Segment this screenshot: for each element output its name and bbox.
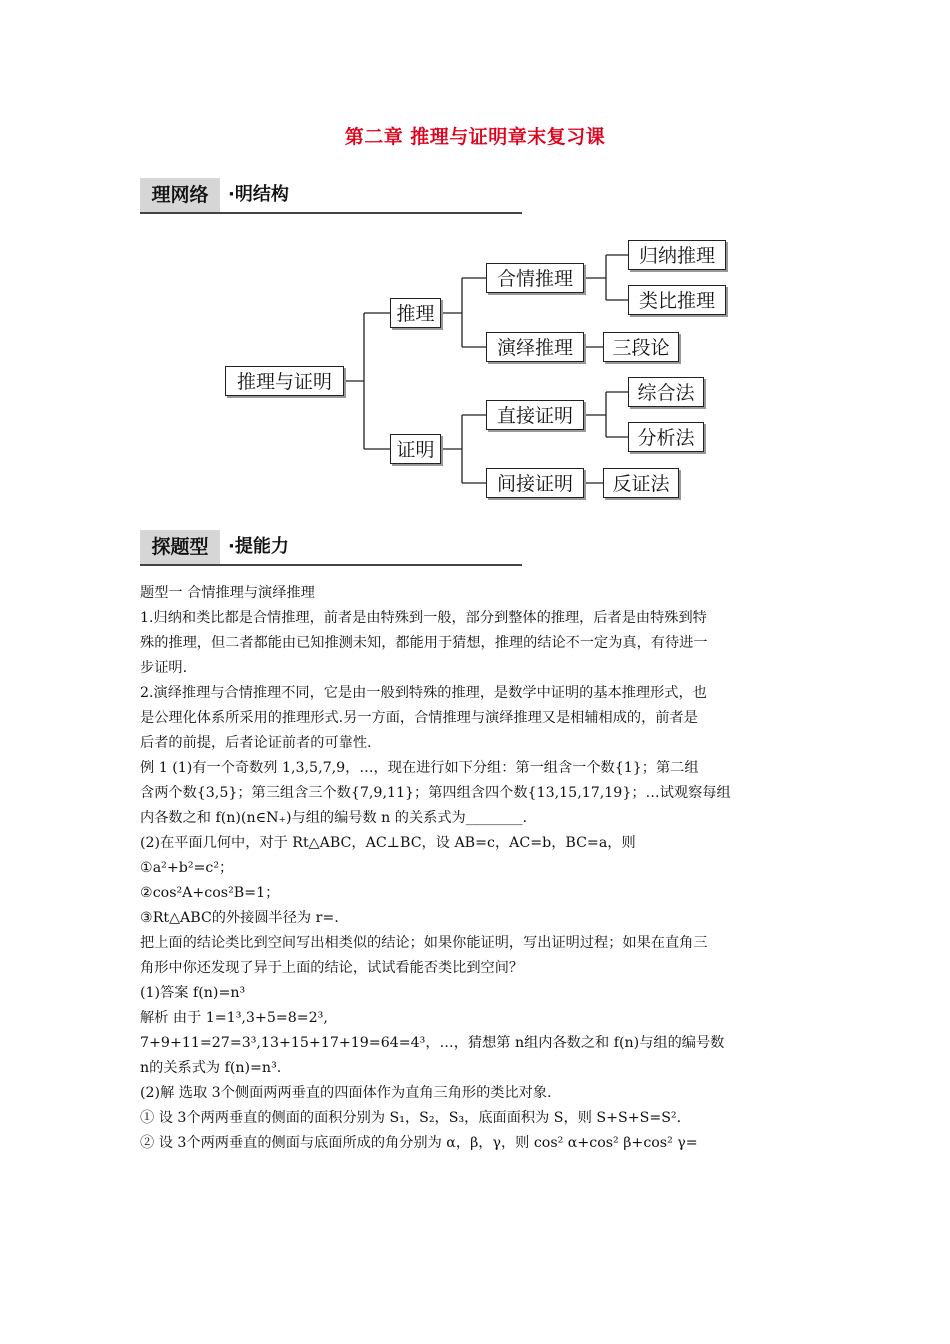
section-subtitle: ·提能力 [228, 536, 289, 557]
text-line: (2)解 选取 3个侧面两两垂直的四面体作为直角三角形的类比对象. [140, 1085, 552, 1101]
tree-node-zonghe: 综合法 [628, 377, 704, 407]
text-line: ③Rt△ABC的外接圆半径为 r=. [140, 910, 339, 926]
text-line: ①a²+b²=c²； [140, 860, 234, 876]
tree-node-zhijie: 直接证明 [486, 400, 584, 430]
tree-node-yanyi: 演绎推理 [486, 332, 584, 362]
text-line: 是公理化体系所采用的推理形式.另一方面，合情推理与演绎推理又是相辅相成的，前者是 [140, 710, 698, 726]
text-line: 步证明. [140, 660, 188, 676]
text-line: 殊的推理，但二者都能由已知推测未知，都能用于猜想，推理的结论不一定为真，有待进一 [140, 635, 708, 651]
section-header-problems [140, 530, 522, 566]
text-line: 例 1 (1)有一个奇数列 1,3,5,7,9，…，现在进行如下分组：第一组含一个数{1}；第二组 [140, 760, 699, 776]
tree-node-fanzheng: 反证法 [603, 468, 679, 498]
section-label: 探题型 [140, 530, 220, 564]
text-line: (1)答案 f(n)=n³ [140, 985, 246, 1001]
section-label: 理网络 [140, 178, 220, 212]
section-subtitle: ·明结构 [228, 184, 289, 205]
text-line: 角形中你还发现了异于上面的结论，试试看能否类比到空间？ [140, 960, 524, 976]
section-rule [140, 564, 522, 566]
text-line: (2)在平面几何中，对于 Rt△ABC，AC⊥BC，设 AB=c，AC=b，BC=a，则 [140, 835, 636, 851]
tree-connectors [0, 0, 950, 520]
tree-node-jianjie: 间接证明 [486, 468, 584, 498]
text-line: n的关系式为 f(n)=n³. [140, 1060, 282, 1076]
text-line: 内各数之和 f(n)(n∈N₊)与组的编号数 n 的关系式为________. [140, 810, 527, 826]
tree-node-tuili: 推理 [390, 298, 441, 328]
tree-node-guina: 归纳推理 [628, 240, 726, 270]
tree-node-zhengming: 证明 [390, 434, 441, 464]
tree-node-sanduan: 三段论 [603, 332, 679, 362]
text-line: 解析 由于 1=1³,3+5=8=2³, [140, 1010, 328, 1026]
text-line: 1.归纳和类比都是合情推理，前者是由特殊到一般，部分到整体的推理，后者是由特殊到特 [140, 610, 707, 626]
text-line: 题型一 合情推理与演绎推理 [140, 585, 315, 601]
tree-node-heqing: 合情推理 [486, 263, 584, 293]
text-line: 把上面的结论类比到空间写出相类似的结论；如果你能证明，写出证明过程；如果在直角三 [140, 935, 708, 951]
tree-node-root: 推理与证明 [225, 366, 344, 396]
tree-node-fenxi: 分析法 [628, 422, 704, 452]
text-line: ②cos²A+cos²B=1； [140, 885, 280, 901]
page-title: 第二章 推理与证明章末复习课 [344, 126, 606, 148]
text-line: 含两个数{3,5}；第三组含三个数{7,9,11}；第四组含四个数{13,15,17,19}；…试观察每组 [140, 785, 731, 801]
tree-node-leibi: 类比推理 [628, 285, 726, 315]
text-line: ① 设 3个两两垂直的侧面的面积分别为 S₁，S₂，S₃，底面面积为 S，则 S+S+S=S². [140, 1110, 682, 1126]
text-line: 2.演绎推理与合情推理不同，它是由一般到特殊的推理，是数学中证明的基本推理形式，也 [140, 685, 707, 701]
body-text [140, 581, 812, 1156]
text-line: 7+9+11=27=3³,13+15+17+19=64=4³，…，猜想第 n组内各数之和 f(n)与组的编号数 [140, 1035, 725, 1051]
text-line: 后者的前提，后者论证前者的可靠性. [140, 735, 372, 751]
text-line: ② 设 3个两两垂直的侧面与底面所成的角分别为 α，β，γ，则 cos² α+cos² β+cos² γ= [140, 1135, 698, 1151]
